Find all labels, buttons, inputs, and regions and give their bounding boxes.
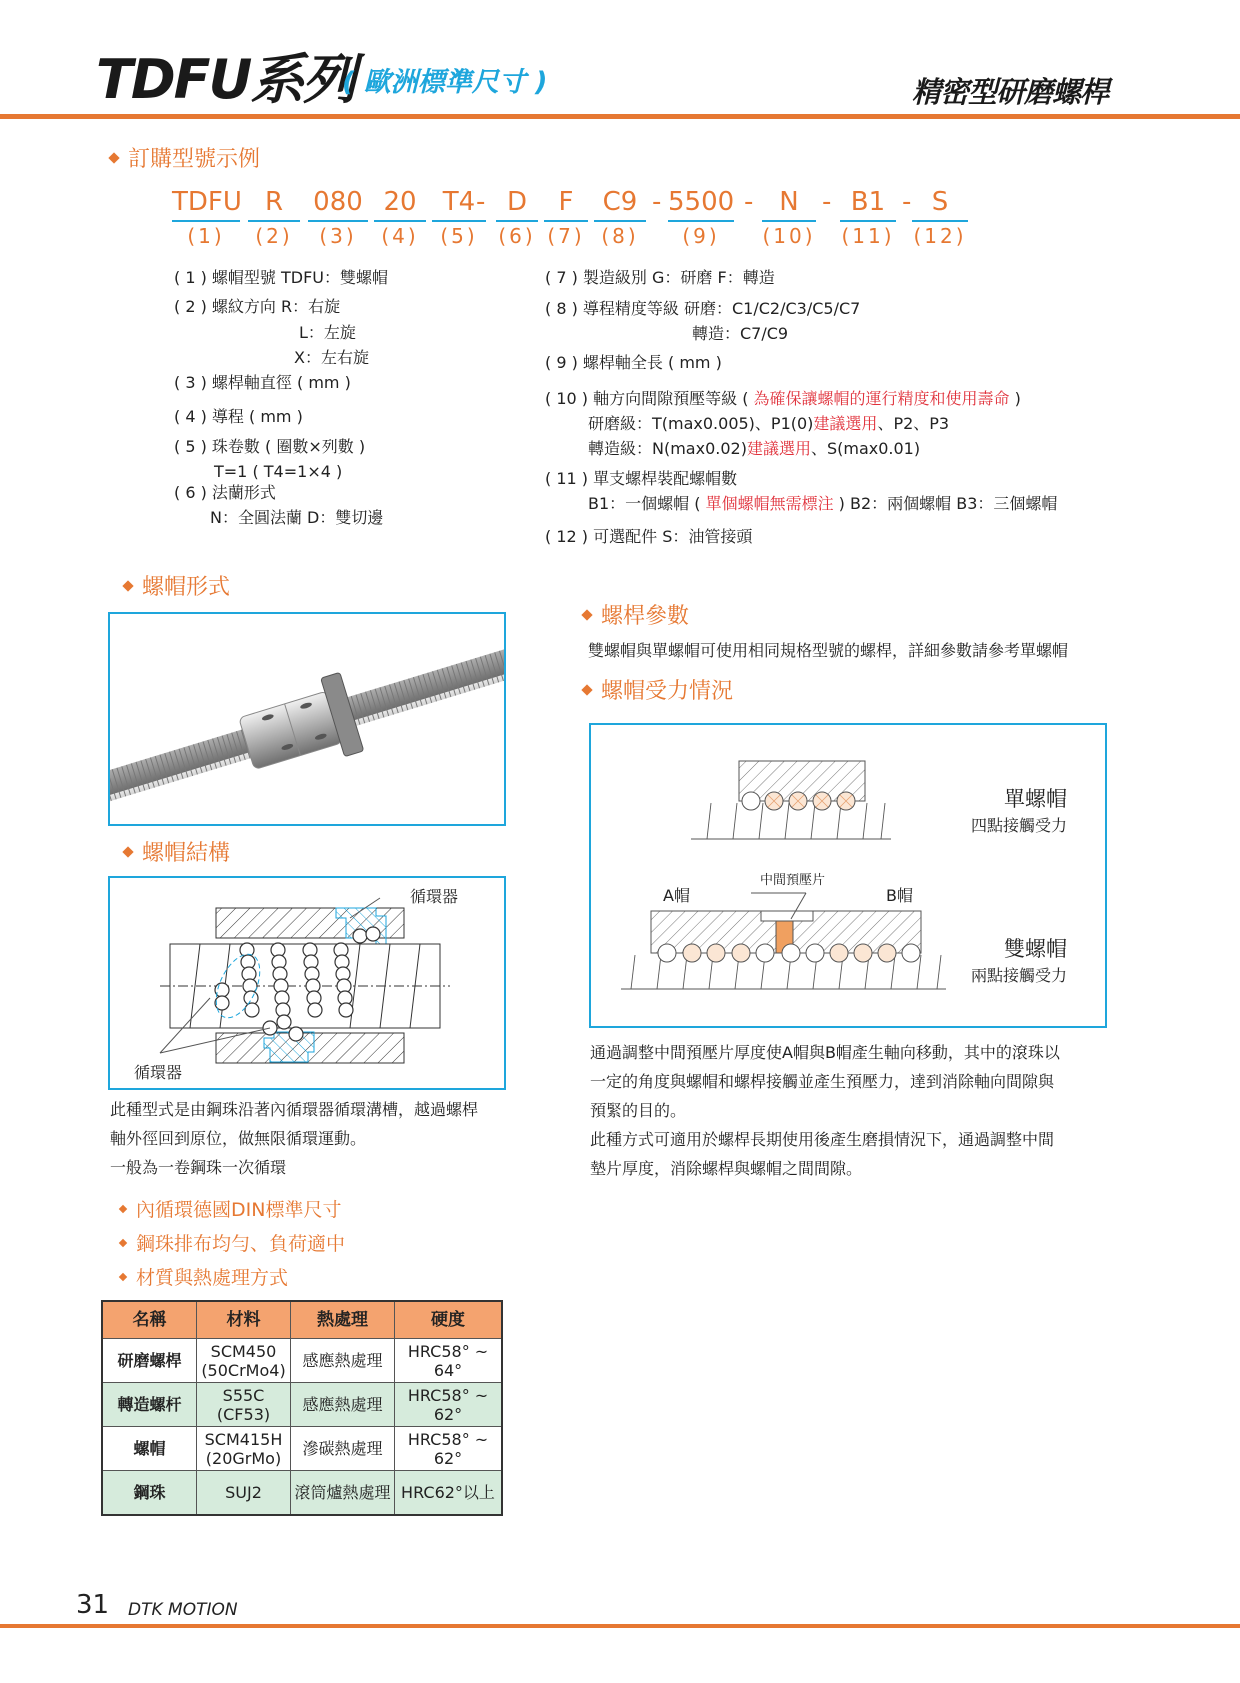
code-separator: - (476, 187, 486, 217)
cell-name: 鋼珠 (102, 1471, 197, 1515)
code-value: 080 (313, 187, 363, 217)
code-segment (248, 186, 300, 250)
cell-name: 轉造螺杆 (102, 1383, 197, 1427)
spacer-label: 中間預壓片 (760, 873, 826, 888)
nut-structure-heading (124, 840, 230, 868)
single-nut-subtitle: 四點接觸受力 (971, 816, 1068, 835)
desc-1: ( 1 ) 螺帽型號 TDFU：雙螺帽 (174, 268, 389, 287)
desc-10-rolled (588, 438, 920, 460)
code-segment (308, 186, 368, 250)
code-segment (172, 186, 240, 250)
material-table (101, 1300, 503, 1516)
code-segment (668, 186, 734, 250)
feature-bullet (120, 1262, 288, 1294)
cell-material (197, 1339, 291, 1383)
category-title: 精密型研磨螺桿 (912, 75, 1109, 109)
code-index: (12) (913, 224, 967, 248)
material-line: (CF53) (216, 1404, 271, 1424)
internal-recirculation-diagram (110, 878, 504, 1088)
nut-structure-heading-label: 螺帽結構 (142, 841, 231, 866)
desc-11: ( 11 ) 單支螺桿裝配螺帽數 (545, 469, 738, 488)
desc-10-close: ) (1009, 389, 1021, 408)
cell-hardness: HRC62°以上 (395, 1471, 503, 1515)
material-line: SCM415H (204, 1429, 283, 1449)
nut-force-para-4: 此種方式可適用於螺桿長期使用後產生磨損情況下，通過調整中間 (590, 1130, 1055, 1149)
desc-11-options (588, 493, 1057, 515)
desc-12: ( 12 ) 可選配件 S：油管接頭 (545, 527, 753, 546)
code-segment (496, 186, 538, 250)
nut-force-para-3: 預緊的目的。 (590, 1101, 687, 1120)
nut-force-heading (583, 678, 733, 706)
footer-divider (0, 1624, 1240, 1628)
table-row (102, 1471, 502, 1515)
a-nut-label: A帽 (663, 886, 690, 905)
desc-2: ( 2 ) 螺紋方向 R：右旋 (174, 297, 341, 316)
desc-10-ground (588, 413, 949, 435)
code-value: B1 (850, 187, 886, 217)
nut-structure-para-1: 此種型式是由鋼珠沿著內循環器循環溝槽，越過螺桿 (110, 1100, 479, 1119)
column-header: 材料 (197, 1301, 291, 1339)
b-nut-label: B帽 (886, 886, 913, 905)
code-value: R (264, 187, 284, 217)
cell-heat: 感應熱處理 (291, 1383, 395, 1427)
code-value: 20 (383, 187, 417, 217)
nut-force-para-1: 通過調整中間預壓片厚度使A帽與B帽產生軸向移動，其中的滾珠以 (590, 1043, 1060, 1062)
diamond-bullet-icon (122, 846, 133, 857)
code-separator: - (652, 187, 662, 217)
desc-6: ( 6 ) 法蘭形式 (174, 483, 276, 502)
cell-material: SUJ2 (197, 1471, 291, 1515)
code-value: TDFU (172, 187, 242, 217)
code-value: C9 (602, 187, 638, 217)
desc-4: ( 4 ) 導程 ( mm ) (174, 407, 303, 426)
cell-name: 螺帽 (102, 1427, 197, 1471)
desc-3: ( 3 ) 螺桿軸直徑 ( mm ) (174, 373, 351, 392)
feature-text: 內循環德國DIN標準尺寸 (136, 1199, 342, 1221)
desc-5-example: T=1 ( T4=1×4 ) (214, 462, 343, 481)
diamond-bullet-icon (119, 1272, 127, 1280)
desc-8: ( 8 ) 導程精度等級 研磨：C1/C2/C3/C5/C7 (545, 299, 861, 318)
code-segment (762, 186, 816, 250)
cell-material (197, 1383, 291, 1427)
code-index: (9) (682, 224, 720, 248)
desc-text: B1：一個螺帽 ( (588, 494, 706, 513)
nut-force-para-2: 一定的角度與螺帽和螺桿接觸並產生預壓力，達到消除軸向間隙與 (590, 1072, 1055, 1091)
desc-10 (545, 388, 1021, 410)
cell-heat: 感應熱處理 (291, 1339, 395, 1383)
material-line: (20GrMo) (205, 1448, 282, 1468)
model-code-example (172, 186, 972, 250)
diamond-bullet-icon (119, 1204, 127, 1212)
feature-text: 鋼珠排布均勻、負荷適中 (136, 1233, 346, 1255)
diamond-bullet-icon (119, 1238, 127, 1246)
material-line: S55C (222, 1385, 265, 1405)
desc-text: 研磨級：T(max0.005)、P1(0) (588, 414, 814, 433)
table-row (102, 1427, 502, 1471)
cell-hardness: HRC58° ~ 64° (395, 1339, 503, 1383)
feature-bullet (120, 1194, 341, 1226)
ball-screw-photo (110, 614, 504, 824)
code-value: 5500 (668, 187, 735, 217)
column-header: 熱處理 (291, 1301, 395, 1339)
code-index: (2) (255, 224, 293, 248)
recommended-note: 建議選用 (813, 414, 878, 433)
nut-force-diagram (589, 723, 1107, 1028)
desc-5: ( 5 ) 珠卷數 ( 圈數×列數 ) (174, 437, 366, 456)
code-separator: - (822, 187, 832, 217)
table-header-row (102, 1301, 502, 1339)
code-value: S (931, 187, 949, 217)
code-separator: - (902, 187, 912, 217)
screw-params-heading (583, 603, 689, 631)
material-line: SCM450 (210, 1341, 277, 1361)
code-separator: - (744, 187, 754, 217)
desc-11-note: 單個螺帽無需標注 (705, 494, 834, 513)
code-index: (4) (381, 224, 419, 248)
recirculator-label-top: 循環器 (410, 887, 459, 906)
nut-form-heading (124, 574, 230, 602)
code-value: F (558, 187, 574, 217)
page-subtitle: ( 歐洲標準尺寸 ) (342, 67, 548, 98)
cell-material (197, 1427, 291, 1471)
code-value: D (506, 187, 528, 217)
cell-heat: 滾筒爐熱處理 (291, 1471, 395, 1515)
nut-force-para-5: 墊片厚度，消除螺桿與螺帽之間間隙。 (590, 1159, 863, 1178)
double-nut-subtitle: 兩點接觸受力 (971, 966, 1068, 985)
nut-structure-para-3: 一般為一卷鋼珠一次循環 (110, 1158, 287, 1177)
column-header: 硬度 (395, 1301, 503, 1339)
screw-params-heading-label: 螺桿參數 (601, 604, 690, 629)
code-value: T4 (442, 187, 476, 217)
code-index: (7) (547, 224, 585, 248)
desc-6-options: N：全圓法蘭 D：雙切邊 (210, 508, 384, 527)
code-index: (3) (319, 224, 357, 248)
desc-10-text: ( 10 ) 軸方向間隙預壓等級 ( (545, 389, 754, 408)
nut-structure-para-2: 軸外徑回到原位，做無限循環運動。 (110, 1129, 367, 1148)
desc-text: ) B2：兩個螺帽 B3：三個螺帽 (833, 494, 1058, 513)
code-segment (544, 186, 588, 250)
brand-name: DTK MOTION (128, 1600, 238, 1620)
code-value: N (779, 187, 799, 217)
recommended-note: 建議選用 (746, 439, 811, 458)
cell-hardness: HRC58° ~ 62° (395, 1427, 503, 1471)
desc-2-both: X：左右旋 (294, 348, 369, 367)
ordering-heading (110, 146, 260, 174)
code-index: (11) (841, 224, 895, 248)
cell-hardness: HRC58° ~ 62° (395, 1383, 503, 1427)
code-segment (912, 186, 968, 250)
desc-text: 、P2、P3 (877, 414, 950, 433)
diamond-bullet-icon (581, 609, 592, 620)
screw-params-text: 雙螺帽與單螺帽可使用相同規格型號的螺桿，詳細參數請參考單螺帽 (588, 641, 1069, 660)
single-nut-title: 單螺帽 (1004, 787, 1067, 811)
page-title: TDFU系列 (96, 48, 355, 111)
nut-form-heading-label: 螺帽形式 (142, 575, 231, 600)
feature-text: 材質與熱處理方式 (136, 1267, 289, 1289)
code-segment (594, 186, 646, 250)
header-divider (0, 114, 1240, 119)
feature-bullet (120, 1228, 345, 1260)
ordering-heading-label: 訂購型號示例 (128, 147, 261, 172)
cell-name: 研磨螺桿 (102, 1339, 197, 1383)
code-index: (1) (187, 224, 225, 248)
desc-text: 轉造級：N(max0.02) (588, 439, 747, 458)
desc-7: ( 7 ) 製造級別 G：研磨 F：轉造 (545, 268, 775, 287)
desc-8-rolled: 轉造：C7/C9 (692, 324, 789, 343)
table-row (102, 1339, 502, 1383)
nut-force-heading-label: 螺帽受力情況 (601, 679, 734, 704)
desc-10-note: 為確保讓螺帽的運行精度和使用壽命 (753, 389, 1010, 408)
column-header: 名稱 (102, 1301, 197, 1339)
code-index: (5) (440, 224, 478, 248)
code-index: (8) (601, 224, 639, 248)
cell-heat: 滲碳熱處理 (291, 1427, 395, 1471)
nut-structure-diagram (108, 876, 506, 1090)
nut-form-image (108, 612, 506, 826)
desc-9: ( 9 ) 螺桿軸全長 ( mm ) (545, 353, 722, 372)
double-nut-title: 雙螺帽 (1004, 937, 1067, 961)
code-segment (840, 186, 896, 250)
code-segment (374, 186, 426, 250)
diamond-bullet-icon (108, 152, 119, 163)
material-line: (50CrMo4) (201, 1360, 286, 1380)
recirculator-label-bottom: 循環器 (134, 1063, 183, 1082)
page-number: 31 (76, 1590, 110, 1620)
code-index: (6) (498, 224, 536, 248)
desc-2-left: L：左旋 (299, 323, 356, 342)
diamond-bullet-icon (122, 580, 133, 591)
code-index: (10) (762, 224, 816, 248)
desc-text: 、S(max0.01) (810, 439, 921, 458)
table-row (102, 1383, 502, 1427)
diamond-bullet-icon (581, 684, 592, 695)
